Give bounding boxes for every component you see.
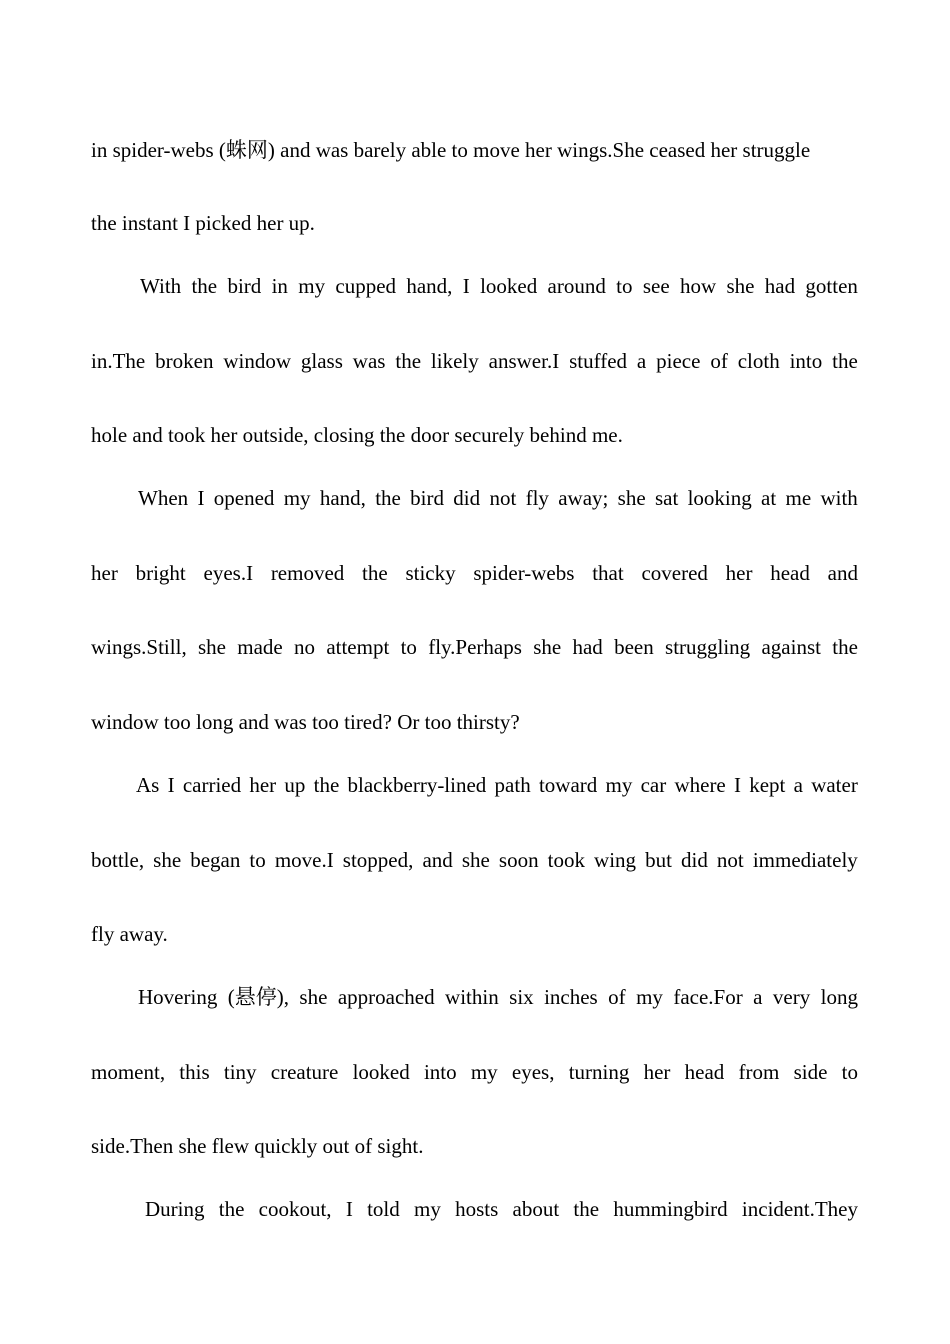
paragraph-2-line-1: With the bird in my cupped hand, I looked around to see how she had gotten (140, 274, 858, 298)
paragraph-3-line-4: window too long and was too tired? Or too thirsty? (91, 710, 520, 734)
paragraph-5-line-3: side.Then she flew quickly out of sight. (91, 1134, 424, 1158)
paragraph-4-line-2: bottle, she began to move.I stopped, and she soon took wing but did not immediately (91, 848, 858, 872)
paragraph-3-line-1: When I opened my hand, the bird did not fly away; she sat looking at me with (138, 486, 858, 510)
paragraph-3-line-3: wings.Still, she made no attempt to fly.Perhaps she had been struggling against the (91, 635, 858, 659)
paragraph-6-line-1: During the cookout, I told my hosts about the hummingbird incident.They (145, 1197, 858, 1221)
paragraph-5-line-2: moment, this tiny creature looked into my eyes, turning her head from side to (91, 1060, 858, 1084)
paragraph-2-line-3: hole and took her outside, closing the door securely behind me. (91, 423, 623, 447)
paragraph-3-line-2: her bright eyes.I removed the sticky spider-webs that covered her head and (91, 561, 858, 585)
paragraph-1-line-2: the instant I picked her up. (91, 211, 315, 235)
paragraph-2-line-2: in.The broken window glass was the likely answer.I stuffed a piece of cloth into the (91, 349, 858, 373)
paragraph-5-line-1: Hovering (悬停), she approached within six inches of my face.For a very long (138, 985, 858, 1009)
paragraph-4-line-1: As I carried her up the blackberry-lined path toward my car where I kept a water (136, 773, 858, 797)
paragraph-4-line-3: fly away. (91, 922, 168, 946)
paragraph-1-line-1: in spider-webs (蛛网) and was barely able to move her wings.She ceased her struggle (91, 138, 811, 162)
